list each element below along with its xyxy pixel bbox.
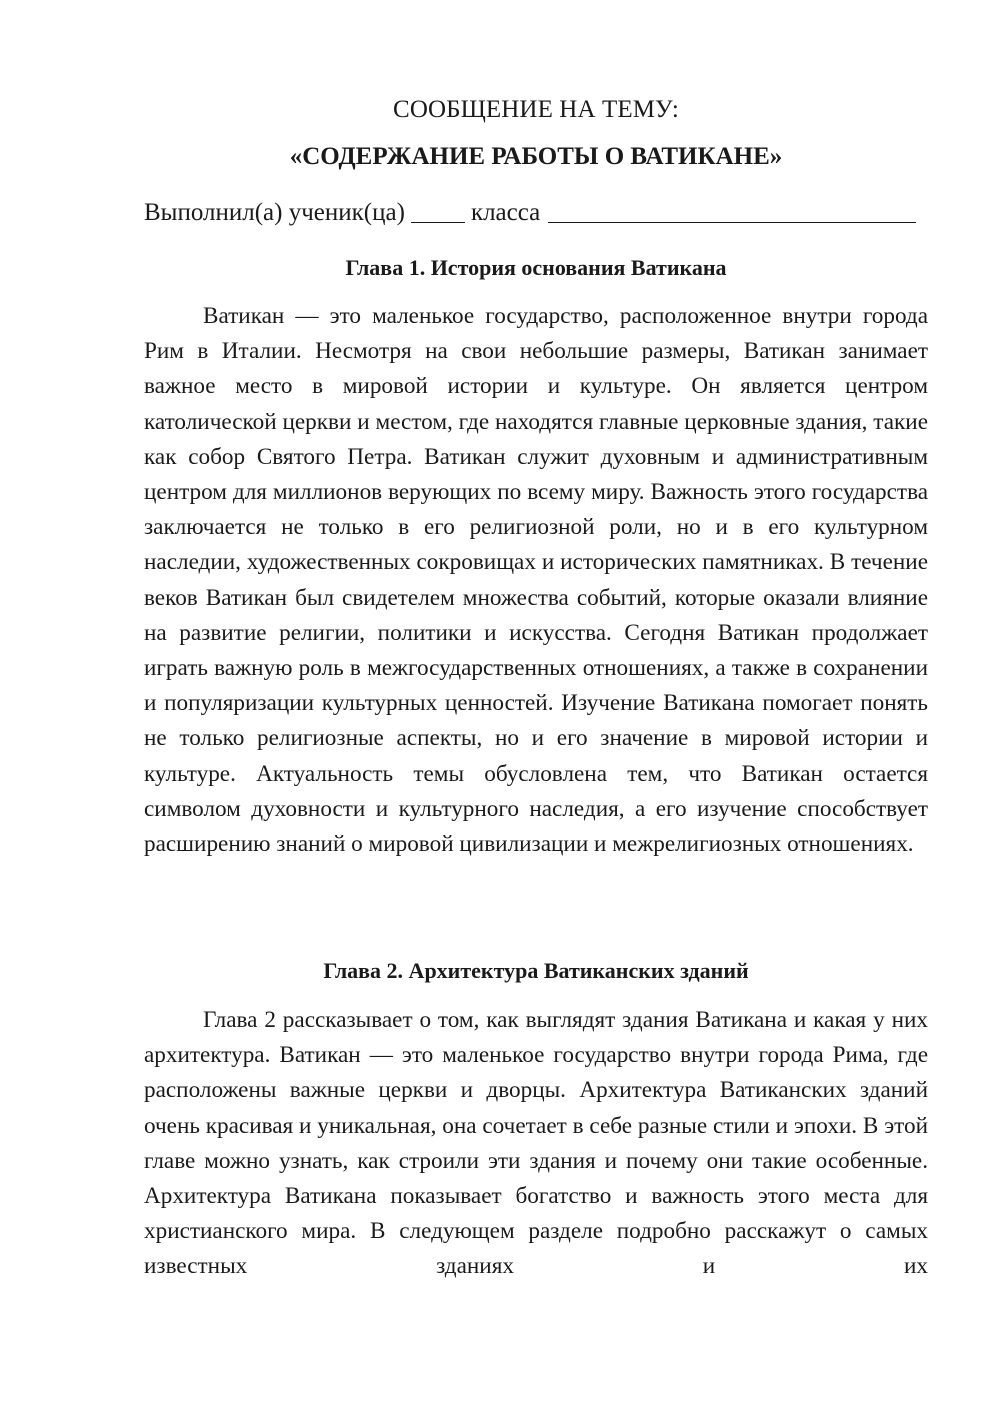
chapter-1-heading: Глава 1. История основания Ватикана — [345, 255, 727, 280]
document-title-line2: «СОДЕРЖАНИЕ РАБОТЫ О ВАТИКАНЕ» — [289, 143, 783, 170]
document-title-line1: СООБЩЕНИЕ НА ТЕМУ: — [393, 96, 679, 123]
chapter-1-paragraph: Ватикан — это маленькое государство, расположенное внутри города Рим в Италии. Несмотря на свои небольшие размеры, Ватикан занимает важное место в мировой истории и культуре. Он является центром католической церкви и местом, где находятся главные церковные здания, такие как собор Святого Петра. Ватикан служит духовным и административным центром для миллионов верующих по всему миру. Важность этого государства заключается не только в его религиозной роли, но и в его культурном наследии, художественных сокровищах и исторических памятниках. В течение веков Ватикан был свидетелем множества событий, которые оказали влияние на развитие религии, политики и искусства. Сегодня Ватикан продолжает играть важную роль в межгосударственных отношениях, а также в сохранении и популяризации культурных ценностей. Изучение Ватикана помогает понять не только религиозные аспекты, но и его значение в мировой истории и культуре. Актуальность темы обусловлена тем, что Ватикан остается символом духовности и культурного наследия, а его изучение способствует расширению знаний о мировой цивилизации и межрелигиозных отношениях. — [144, 303, 928, 858]
grade-blank-field — [411, 198, 465, 223]
class-word: класса — [470, 199, 541, 226]
name-blank-field — [548, 198, 916, 223]
document-page — [144, 0, 928, 1414]
author-prefix: Выполнил(а) ученик(ца) — [144, 199, 405, 226]
chapter-2-heading: Глава 2. Архитектура Ватиканских зданий — [323, 958, 749, 983]
author-line — [144, 196, 928, 230]
chapter-2-paragraph: Глава 2 рассказывает о том, как выглядят здания Ватикана и какая у них архитектура. Ватикан — это маленькое государство внутри города Рима, где расположены важные церкви и дворцы. Архитектура Ватиканских зданий очень красивая и уникальная, она сочетает в себе разные стили и эпохи. В этой главе можно узнать, как строили эти здания и почему они такие особенные. Архитектура Ватикана показывает богатство и важность этого места для христианского мира. В следующем разделе подробно расскажут о самых известных зданиях и их — [144, 1007, 928, 1280]
